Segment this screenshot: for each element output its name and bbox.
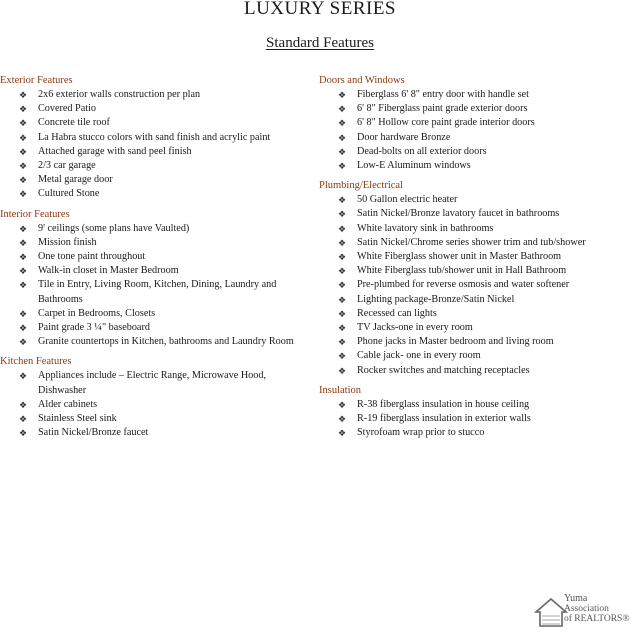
list-item xyxy=(319,207,619,221)
list-item xyxy=(319,116,619,130)
diamond-bullet-icon: ❖ xyxy=(19,223,28,234)
diamond-bullet-icon: ❖ xyxy=(338,365,347,376)
list-item-text: Pre-plumbed for reverse osmosis and water softener xyxy=(357,279,570,291)
feature-list xyxy=(319,193,619,378)
list-item xyxy=(319,278,619,292)
list-item-text: Cable jack- one in every room xyxy=(357,350,481,362)
list-item xyxy=(0,222,300,236)
list-item-text: Lighting package-Bronze/Satin Nickel xyxy=(357,293,515,305)
list-item xyxy=(0,173,300,187)
diamond-bullet-icon: ❖ xyxy=(19,132,28,143)
section-heading: Plumbing/Electrical xyxy=(319,180,403,192)
list-item xyxy=(319,222,619,236)
diamond-bullet-icon: ❖ xyxy=(19,189,28,200)
diamond-bullet-icon: ❖ xyxy=(338,195,347,206)
list-item xyxy=(0,131,300,145)
diamond-bullet-icon: ❖ xyxy=(19,414,28,425)
logo-line-3: of REALTORS® xyxy=(564,614,630,624)
list-item-text: Mission finish xyxy=(38,236,97,248)
list-item-text: Appliances include – Electric Range, Microwave Hood, Dishwasher xyxy=(38,370,267,396)
list-item-text: Granite countertops in Kitchen, bathrooms and Laundry Room xyxy=(38,336,294,348)
list-item-text: Satin Nickel/Chrome series shower trim and tub/shower xyxy=(357,236,586,248)
list-item xyxy=(319,145,619,159)
list-item-text: Covered Patio xyxy=(38,103,97,115)
list-item-text: Paint grade 3 ¼" baseboard xyxy=(38,322,150,334)
list-item-text: Low-E Aluminum windows xyxy=(357,160,471,172)
diamond-bullet-icon: ❖ xyxy=(19,146,28,157)
list-item xyxy=(319,364,619,378)
diamond-bullet-icon: ❖ xyxy=(338,414,347,425)
list-item xyxy=(0,116,300,130)
list-item xyxy=(319,264,619,278)
diamond-bullet-icon: ❖ xyxy=(19,237,28,248)
diamond-bullet-icon: ❖ xyxy=(338,252,347,263)
list-item-text: Concrete tile roof xyxy=(38,117,110,129)
list-item-text: Styrofoam wrap prior to stucco xyxy=(357,427,485,439)
section-exterior-features xyxy=(0,74,300,202)
list-item xyxy=(0,102,300,116)
list-item-text: 2x6 exterior walls construction per plan xyxy=(38,89,201,100)
list-item-text: 6' 8" Fiberglass paint grade exterior doors xyxy=(357,103,528,115)
list-item-text: 6' 8" Hollow core paint grade interior doors xyxy=(357,117,535,129)
diamond-bullet-icon: ❖ xyxy=(19,175,28,186)
diamond-bullet-icon: ❖ xyxy=(19,428,28,439)
section-heading: Exterior Features xyxy=(0,75,73,86)
list-item xyxy=(319,412,619,426)
list-item-text: Walk-in closet in Master Bedroom xyxy=(38,265,179,277)
list-item xyxy=(319,250,619,264)
diamond-bullet-icon: ❖ xyxy=(338,337,347,348)
diamond-bullet-icon: ❖ xyxy=(19,323,28,334)
list-item-text: White Fiberglass shower unit in Master Bathroom xyxy=(357,251,562,263)
house-logo-icon xyxy=(534,596,568,628)
list-item-text: TV Jacks-one in every room xyxy=(357,322,473,334)
list-item-text: Door hardware Bronze xyxy=(357,131,451,143)
list-item-text: Carpet in Bedrooms, Closets xyxy=(38,307,156,319)
list-item xyxy=(0,278,300,306)
diamond-bullet-icon: ❖ xyxy=(338,237,347,248)
list-item xyxy=(0,426,300,440)
diamond-bullet-icon: ❖ xyxy=(338,209,347,220)
diamond-bullet-icon: ❖ xyxy=(338,280,347,291)
list-item xyxy=(319,236,619,250)
diamond-bullet-icon: ❖ xyxy=(338,161,347,172)
feature-list xyxy=(319,88,619,173)
section-heading: Insulation xyxy=(319,384,361,396)
feature-list xyxy=(319,398,619,441)
list-item-text: Stainless Steel sink xyxy=(38,413,117,425)
logo-line-1: Yuma xyxy=(564,593,588,604)
list-item-text: Tile in Entry, Living Room, Kitchen, Dining, Laundry and Bathrooms xyxy=(38,279,277,305)
diamond-bullet-icon: ❖ xyxy=(19,104,28,115)
diamond-bullet-icon: ❖ xyxy=(338,266,347,277)
list-item xyxy=(319,335,619,349)
list-item-text: 9' ceilings (some plans have Vaulted) xyxy=(38,222,190,234)
list-item-text: Alder cabinets xyxy=(38,398,98,410)
diamond-bullet-icon: ❖ xyxy=(338,428,347,439)
list-item xyxy=(319,131,619,145)
logo-text xyxy=(564,594,636,624)
section-kitchen-features xyxy=(0,355,300,440)
list-item xyxy=(319,88,619,102)
list-item xyxy=(0,307,300,321)
section-heading: Kitchen Features xyxy=(0,356,72,368)
list-item xyxy=(0,321,300,335)
diamond-bullet-icon: ❖ xyxy=(19,280,28,291)
list-item-text: R-19 fiberglass insulation in exterior walls xyxy=(357,413,531,425)
list-item xyxy=(319,102,619,116)
section-interior-features xyxy=(0,208,300,350)
list-item-text: One tone paint throughout xyxy=(38,251,146,263)
diamond-bullet-icon: ❖ xyxy=(19,90,28,100)
list-item xyxy=(0,187,300,201)
diamond-bullet-icon: ❖ xyxy=(19,337,28,348)
feature-list xyxy=(0,222,300,350)
list-item-text: Recessed can lights xyxy=(357,307,437,319)
list-item-text: Attached garage with sand peel finish xyxy=(38,145,192,157)
left-column xyxy=(0,74,300,446)
list-item xyxy=(319,321,619,335)
logo-line-2: Association xyxy=(564,604,609,614)
list-item-text: Fiberglass 6' 8" entry door with handle set xyxy=(357,89,529,100)
list-item-text: White lavatory sink in bathrooms xyxy=(357,222,494,234)
diamond-bullet-icon: ❖ xyxy=(338,294,347,305)
list-item xyxy=(0,264,300,278)
list-item xyxy=(319,193,619,207)
diamond-bullet-icon: ❖ xyxy=(338,132,347,143)
list-item xyxy=(0,236,300,250)
section-plumbing-electrical xyxy=(319,179,619,378)
list-item-text: Cultured Stone xyxy=(38,188,100,200)
page-subtitle xyxy=(0,35,640,52)
subtitle-text: Standard Features xyxy=(266,35,374,51)
diamond-bullet-icon: ❖ xyxy=(338,323,347,334)
list-item xyxy=(0,369,300,397)
feature-list xyxy=(0,88,300,202)
diamond-bullet-icon: ❖ xyxy=(19,252,28,263)
diamond-bullet-icon: ❖ xyxy=(338,399,347,410)
diamond-bullet-icon: ❖ xyxy=(338,90,347,100)
list-item xyxy=(319,349,619,363)
diamond-bullet-icon: ❖ xyxy=(338,118,347,129)
diamond-bullet-icon: ❖ xyxy=(338,308,347,319)
list-item xyxy=(319,398,619,412)
list-item xyxy=(0,159,300,173)
list-item-text: Phone jacks in Master bedroom and living room xyxy=(357,336,554,348)
diamond-bullet-icon: ❖ xyxy=(338,104,347,115)
list-item-text: Metal garage door xyxy=(38,174,113,186)
diamond-bullet-icon: ❖ xyxy=(19,371,28,382)
section-doors-and-windows xyxy=(319,74,619,173)
list-item xyxy=(0,88,300,102)
list-item xyxy=(0,145,300,159)
diamond-bullet-icon: ❖ xyxy=(338,223,347,234)
list-item-text: Rocker switches and matching receptacles xyxy=(357,364,530,376)
list-item-text: 2/3 car garage xyxy=(38,160,96,172)
section-insulation xyxy=(319,384,619,441)
list-item xyxy=(319,159,619,173)
diamond-bullet-icon: ❖ xyxy=(19,118,28,129)
diamond-bullet-icon: ❖ xyxy=(19,308,28,319)
diamond-bullet-icon: ❖ xyxy=(338,351,347,362)
diamond-bullet-icon: ❖ xyxy=(19,161,28,172)
right-column xyxy=(319,74,619,446)
list-item xyxy=(0,250,300,264)
list-item xyxy=(319,307,619,321)
section-heading: Interior Features xyxy=(0,208,70,220)
list-item xyxy=(319,426,619,440)
list-item-text: White Fiberglass tub/shower unit in Hall Bathroom xyxy=(357,265,567,277)
realtors-logo xyxy=(534,592,634,632)
diamond-bullet-icon: ❖ xyxy=(338,146,347,157)
list-item-text: 50 Gallon electric heater xyxy=(357,194,458,206)
list-item xyxy=(0,335,300,349)
section-heading: Doors and Windows xyxy=(319,75,405,86)
list-item-text: Satin Nickel/Bronze faucet xyxy=(38,427,149,439)
list-item xyxy=(0,398,300,412)
list-item-text: La Habra stucco colors with sand finish and acrylic paint xyxy=(38,131,271,143)
list-item-text: Dead-bolts on all exterior doors xyxy=(357,145,487,157)
list-item xyxy=(319,293,619,307)
diamond-bullet-icon: ❖ xyxy=(19,399,28,410)
list-item xyxy=(0,412,300,426)
list-item-text: R-38 fiberglass insulation in house ceiling xyxy=(357,398,530,410)
page-title: LUXURY SERIES xyxy=(243,0,396,19)
feature-list xyxy=(0,369,300,440)
list-item-text: Satin Nickel/Bronze lavatory faucet in bathrooms xyxy=(357,208,560,220)
diamond-bullet-icon: ❖ xyxy=(19,266,28,277)
